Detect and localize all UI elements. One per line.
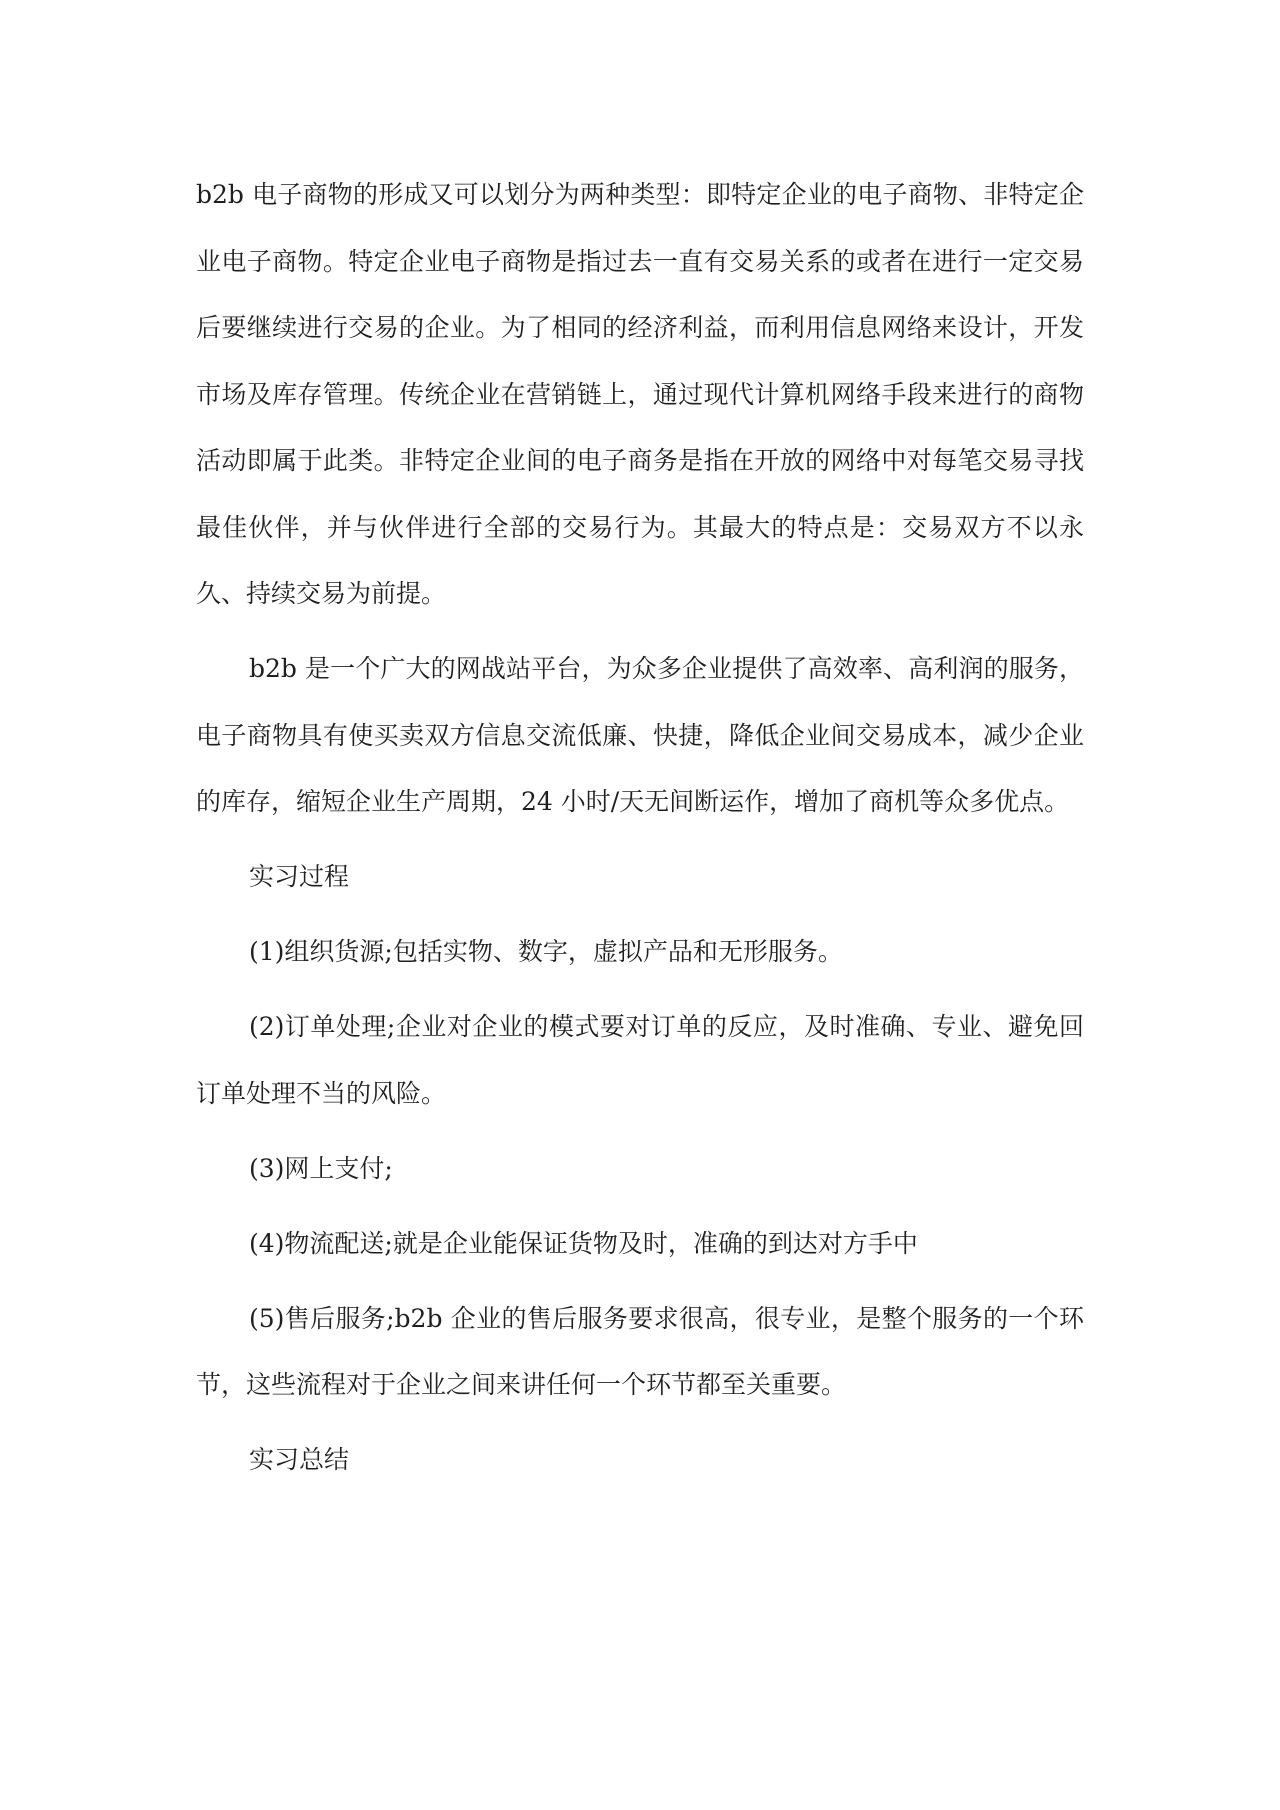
paragraph-b2b-types: b2b 电子商物的形成又可以划分为两种类型：即特定企业的电子商物、非特定企业电子商物。特定企业电子商物是指过去一直有交易关系的或者在进行一定交易后要继续进行交易的企业。为了相同的经济利益，而利用信息网络来设计，开发市场及库存管理。传统企业在营销链上，通过现代计算机网络手段来进行的商物活动即属于此类。非特定企业间的电子商务是指在开放的网络中对每笔交易寻找最佳伙伴，并与伙伴进行全部的交易行为。其最大的特点是：交易双方不以永久、持续交易为前提。 bbox=[196, 180, 1084, 608]
section-heading-internship-summary: 实习总结 bbox=[249, 1445, 350, 1474]
list-item-after-sales: (5)售后服务;b2b 企业的售后服务要求很高，很专业，是整个服务的一个环节，这些流程对于企业之间来讲任何一个环节都至关重要。 bbox=[196, 1303, 1084, 1399]
list-item-online-payment: (3)网上支付; bbox=[249, 1153, 393, 1183]
list-item-order-processing: (2)订单处理;企业对企业的模式要对订单的反应，及时准确、专业、避免回订单处理不当的风险。 bbox=[196, 1012, 1084, 1108]
document-body bbox=[196, 162, 1084, 1502]
list-item-logistics: (4)物流配送;就是企业能保证货物及时，准确的到达对方手中 bbox=[249, 1228, 918, 1258]
paragraph-b2b-advantages: b2b 是一个广大的网战站平台，为众多企业提供了高效率、高利润的服务，电子商物具有使买卖双方信息交流低廉、快捷，降低企业间交易成本，减少企业的库存，缩短企业生产周期，24 小时/天无间断运作，增加了商机等众多优点。 bbox=[196, 654, 1084, 816]
list-item-sourcing: (1)组织货源;包括实物、数字，虚拟产品和无形服务。 bbox=[249, 937, 843, 966]
section-heading-internship-process: 实习过程 bbox=[249, 862, 350, 891]
